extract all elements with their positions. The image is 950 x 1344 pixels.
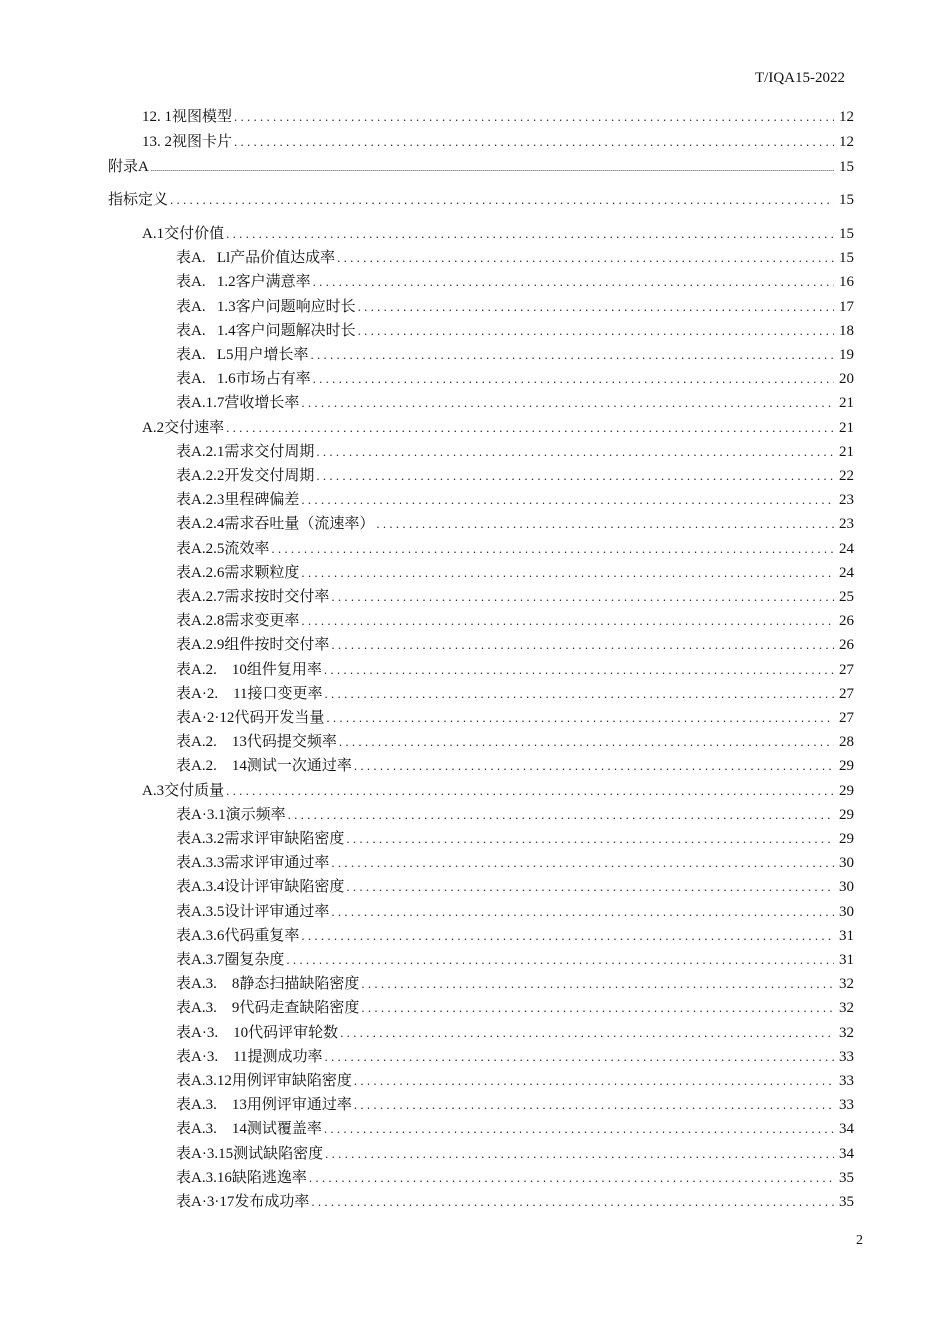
dot-leader xyxy=(337,248,834,268)
toc-entry-page: 20 xyxy=(839,371,854,388)
dot-leader xyxy=(313,369,834,389)
toc-entry-page: 23 xyxy=(839,516,854,533)
toc-entry-page: 15 xyxy=(839,250,854,267)
toc-entry[interactable] xyxy=(176,998,854,1018)
document-code: T/IQA15-2022 xyxy=(755,70,845,86)
toc-entry-label: 表A·3·17发布成功率 xyxy=(176,1194,310,1210)
toc-entry[interactable] xyxy=(176,611,854,631)
toc-entry-page: 28 xyxy=(839,734,854,751)
toc-entry-page: 15 xyxy=(839,192,854,208)
dot-leader xyxy=(331,587,834,607)
toc-entry-page: 12 xyxy=(839,134,854,150)
toc-entry-page: 25 xyxy=(839,589,854,605)
toc-entry-page: 21 xyxy=(839,395,854,412)
toc-entry[interactable] xyxy=(176,708,854,728)
toc-entry-page: 34 xyxy=(839,1121,854,1138)
dot-leader xyxy=(309,1168,834,1188)
toc-entry-label: 12. 1视图模型 xyxy=(142,109,233,125)
page-number: 2 xyxy=(856,1233,863,1248)
toc-entry[interactable] xyxy=(176,1192,854,1212)
toc-entry[interactable] xyxy=(142,781,854,801)
toc-entry-label: 表A.3.4设计评审缺陷密度 xyxy=(176,879,345,896)
toc-entry-page: 31 xyxy=(839,952,854,968)
dot-leader xyxy=(340,1023,834,1043)
toc-entry[interactable] xyxy=(176,853,854,873)
toc-entry-label: 表A. L5用户增长率 xyxy=(176,347,309,363)
toc-entry-label: 表A·3.1演示频率 xyxy=(176,806,286,823)
toc-entry[interactable] xyxy=(176,1071,854,1091)
toc-entry[interactable] xyxy=(176,563,854,583)
toc-entry-page: 22 xyxy=(839,468,854,484)
toc-entry-page: 18 xyxy=(839,322,854,339)
toc-entry-page: 27 xyxy=(839,710,854,726)
toc-entry[interactable] xyxy=(142,132,854,152)
toc-entry[interactable] xyxy=(176,321,854,341)
dot-leader xyxy=(316,466,834,486)
toc-entry-page: 27 xyxy=(839,661,854,678)
toc-entry-label: 表A.2.7需求按时交付率 xyxy=(176,589,330,605)
toc-entry[interactable] xyxy=(142,418,854,438)
toc-entry[interactable] xyxy=(176,732,854,752)
toc-entry-label: 表A·3. 10代码评审轮数 xyxy=(176,1024,339,1041)
toc-entry-page: 35 xyxy=(839,1169,854,1186)
toc-entry[interactable] xyxy=(176,805,854,825)
dot-leader xyxy=(170,190,834,210)
toc-entry-page: 26 xyxy=(839,613,854,630)
toc-entry[interactable] xyxy=(176,442,854,462)
dot-leader xyxy=(301,490,834,510)
toc-entry-page: 33 xyxy=(839,1048,854,1065)
dot-leader xyxy=(331,902,834,922)
dot-leader xyxy=(325,1144,834,1164)
toc-entry[interactable] xyxy=(176,490,854,510)
toc-entry[interactable] xyxy=(176,272,854,292)
toc-entry-page: 21 xyxy=(839,419,854,436)
toc-entry-label: 表A.2.8需求变更率 xyxy=(176,613,300,630)
dot-leader xyxy=(226,224,834,244)
toc-entry[interactable] xyxy=(176,393,854,413)
toc-entry-label: 表A.2.9组件按时交付率 xyxy=(176,637,330,654)
toc-entry[interactable] xyxy=(176,587,854,607)
dot-leader xyxy=(346,877,834,897)
toc-entry-label: 表A·3.15测试缺陷密度 xyxy=(176,1145,324,1162)
toc-entry-label: 表A.2. 14测试一次通过率 xyxy=(176,758,352,775)
toc-entry-label: 表A.2.4需求吞吐量（流速率） xyxy=(176,516,375,533)
toc-entry-page: 21 xyxy=(839,443,854,460)
toc-entry[interactable] xyxy=(176,1095,854,1115)
dot-leader xyxy=(324,660,834,680)
toc-entry-label: 表A. 1.6市场占有率 xyxy=(176,371,311,388)
toc-entry-label: 表A.3.6代码重复率 xyxy=(176,927,300,944)
toc-entry[interactable] xyxy=(176,297,854,317)
toc-entry-page: 33 xyxy=(839,1097,854,1114)
dot-leader xyxy=(271,539,834,559)
dot-leader xyxy=(313,272,834,292)
toc-entry[interactable] xyxy=(176,877,854,897)
toc-entry[interactable] xyxy=(176,926,854,946)
toc-entry[interactable] xyxy=(176,829,854,849)
toc-entry-label: 表A.2. 10组件复用率 xyxy=(176,661,322,678)
toc-entry-page: 27 xyxy=(839,685,854,702)
toc-entry-label: 表A.2.2开发交付周期 xyxy=(176,468,315,484)
toc-entry-page: 23 xyxy=(839,492,854,509)
toc-entry-label: 指标定义 xyxy=(108,192,169,208)
toc-entry[interactable] xyxy=(176,466,854,486)
dot-leader xyxy=(354,1095,834,1115)
dot-leader xyxy=(358,297,834,317)
toc-entry-page: 29 xyxy=(839,782,854,799)
dot-leader xyxy=(358,321,834,341)
toc-entry[interactable] xyxy=(176,369,854,389)
dot-leader xyxy=(301,393,834,413)
dot-leader xyxy=(286,950,834,970)
toc-entry[interactable] xyxy=(176,1023,854,1043)
dot-leader xyxy=(311,1192,834,1212)
toc-entry-label: 表A.1.7营收增长率 xyxy=(176,395,300,412)
toc-entry[interactable] xyxy=(176,345,854,365)
toc-entry-label: 表A·3. 11提测成功率 xyxy=(176,1048,323,1065)
dot-leader xyxy=(325,684,834,704)
toc-entry-page: 35 xyxy=(839,1194,854,1210)
toc-entry-page: 16 xyxy=(839,274,854,291)
toc-entry[interactable] xyxy=(142,224,854,244)
toc-entry-page: 26 xyxy=(839,637,854,654)
toc-entry-label: A.3交付质量 xyxy=(142,782,225,799)
toc-entry-page: 29 xyxy=(839,831,854,847)
toc-entry-label: 表A. 1.4客户问题解决时长 xyxy=(176,322,356,339)
toc-entry[interactable] xyxy=(176,514,854,534)
toc-entry-label: 表A.3.5设计评审通过率 xyxy=(176,903,330,920)
toc-entry-page: 15 xyxy=(839,159,854,175)
toc-entry[interactable] xyxy=(108,190,854,210)
dot-leader xyxy=(234,132,834,152)
toc-entry-page: 29 xyxy=(839,758,854,775)
toc-entry-label: 表A.3.3需求评审通过率 xyxy=(176,855,330,872)
toc-entry[interactable] xyxy=(176,974,854,994)
toc-entry-label: 表A.2.5流效率 xyxy=(176,540,270,557)
toc-entry[interactable] xyxy=(176,1168,854,1188)
toc-entry[interactable] xyxy=(176,635,854,655)
toc-entry-page: 17 xyxy=(839,298,854,315)
dot-leader xyxy=(361,998,834,1018)
dot-leader xyxy=(346,829,834,849)
toc-entry[interactable] xyxy=(176,902,854,922)
dot-leader xyxy=(316,442,834,462)
toc-entry-label: 表A.3.12用例评审缺陷密度 xyxy=(176,1073,352,1089)
toc-entry-label: 表A.2.1需求交付周期 xyxy=(176,443,315,460)
toc-entry-page: 32 xyxy=(839,976,854,993)
dot-leader xyxy=(301,926,834,946)
toc-entry-page: 32 xyxy=(839,1024,854,1041)
toc-entry-label: A.2交付速率 xyxy=(142,419,225,436)
toc-entry-label: 表A.2.3里程碑偏差 xyxy=(176,492,300,509)
dot-leader xyxy=(325,1047,834,1067)
toc-entry-page: 33 xyxy=(839,1073,854,1089)
toc-entry-label: 表A. Ll产品价值达成率 xyxy=(176,250,336,267)
toc-entry-label: 表A.3. 13用例评审通过率 xyxy=(176,1097,352,1114)
toc-entry-label: 表A. 1.3客户问题响应时长 xyxy=(176,298,356,315)
toc-entry-label: 表A.3.7圈复杂度 xyxy=(176,952,285,968)
toc-entry-page: 30 xyxy=(839,879,854,896)
dot-leader xyxy=(361,974,834,994)
toc-entry-page: 30 xyxy=(839,855,854,872)
toc-entry-page: 15 xyxy=(839,226,854,242)
toc-entry-label: 表A·2·12代码开发当量 xyxy=(176,710,325,726)
toc-entry[interactable] xyxy=(176,756,854,776)
toc-entry-page: 24 xyxy=(839,540,854,557)
dot-leader xyxy=(301,611,834,631)
toc-entry-page: 24 xyxy=(839,564,854,581)
toc-entry-label: 表A·2. 11接口变更率 xyxy=(176,685,323,702)
dot-leader xyxy=(376,514,834,534)
toc-entry[interactable] xyxy=(108,157,854,179)
dot-leader xyxy=(311,345,835,365)
toc-entry-label: 表A.3. 9代码走查缺陷密度 xyxy=(176,1000,360,1017)
dot-leader xyxy=(226,781,834,801)
toc-entry-page: 30 xyxy=(839,903,854,920)
dot-leader xyxy=(288,805,834,825)
toc-entry-label: 表A.3. 14测试覆盖率 xyxy=(176,1121,322,1138)
toc-entry[interactable] xyxy=(142,107,854,127)
toc-entry[interactable] xyxy=(176,539,854,559)
toc-entry[interactable] xyxy=(176,660,854,680)
toc-entry-label: 附录A xyxy=(108,159,149,175)
dot-leader xyxy=(226,418,834,438)
dot-leader xyxy=(234,107,834,127)
toc-entry-label: 表A.2.6需求颗粒度 xyxy=(176,564,300,581)
toc-entry-page: 29 xyxy=(839,806,854,823)
toc-entry-page: 31 xyxy=(839,927,854,944)
dot-leader xyxy=(339,732,834,752)
toc-entry-page: 34 xyxy=(839,1145,854,1162)
toc-entry-page: 12 xyxy=(839,109,854,125)
toc-entry-page: 19 xyxy=(839,347,854,363)
toc-entry[interactable] xyxy=(176,1047,854,1067)
toc-entry-label: 表A.2. 13代码提交频率 xyxy=(176,734,337,751)
toc-entry-label: 表A.3.16缺陷逃逸率 xyxy=(176,1169,307,1186)
toc-entry-label: 表A.3. 8静态扫描缺陷密度 xyxy=(176,976,360,993)
dot-leader xyxy=(151,159,834,179)
toc-entry-label: 13. 2视图卡片 xyxy=(142,134,233,150)
dot-leader xyxy=(331,853,834,873)
dot-leader xyxy=(326,708,834,728)
toc-entry[interactable] xyxy=(176,684,854,704)
toc-entry-label: A.1交付价值 xyxy=(142,226,225,242)
dot-leader xyxy=(354,756,834,776)
toc-entry[interactable] xyxy=(176,1119,854,1139)
dot-leader xyxy=(301,563,834,583)
toc-entry-label: 表A.3.2需求评审缺陷密度 xyxy=(176,831,345,847)
toc-entry-label: 表A. 1.2客户满意率 xyxy=(176,274,311,291)
toc-entry[interactable] xyxy=(176,1144,854,1164)
dot-leader xyxy=(331,635,834,655)
toc-entry-page: 32 xyxy=(839,1000,854,1017)
toc-entry[interactable] xyxy=(176,950,854,970)
toc-entry[interactable] xyxy=(176,248,854,268)
dot-leader xyxy=(354,1071,834,1091)
dot-leader xyxy=(324,1119,834,1139)
